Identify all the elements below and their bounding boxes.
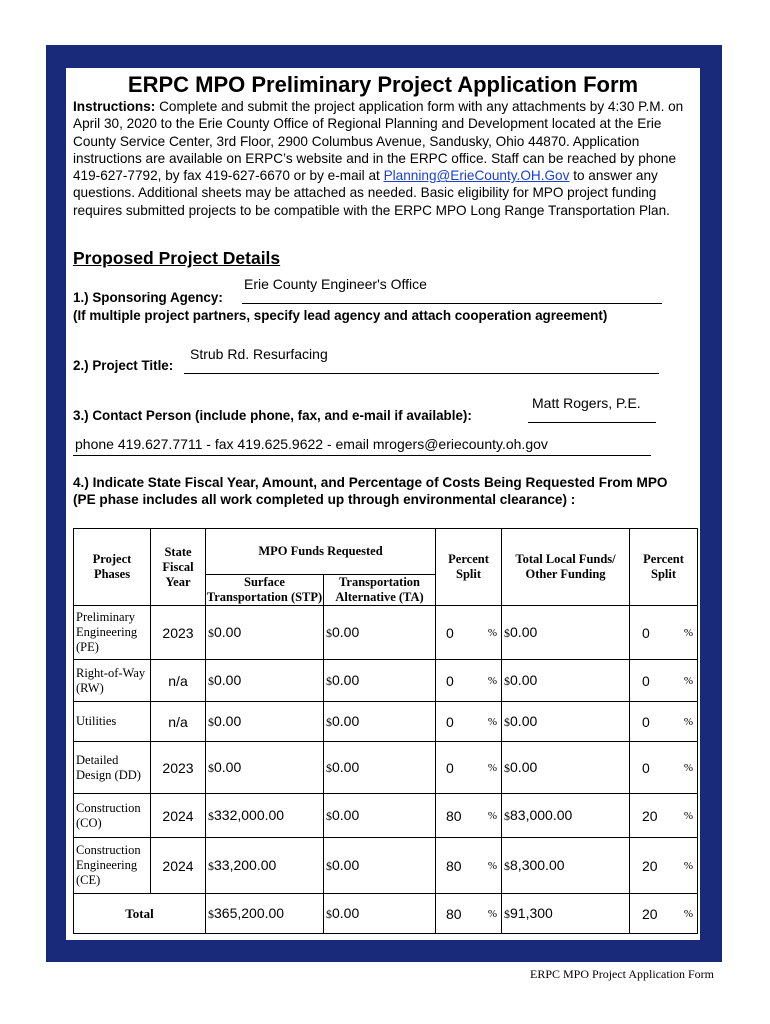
header-stp: Surface Transportation (STP) — [206, 575, 323, 604]
phase-cell: Detailed Design (DD) — [74, 742, 151, 794]
project-title-label: 2.) Project Title: — [73, 358, 174, 373]
year-cell[interactable]: 2024 — [151, 838, 206, 894]
table-row — [74, 742, 698, 794]
section-heading: Proposed Project Details — [73, 248, 281, 268]
local-cell[interactable]: $0.00 — [502, 660, 630, 702]
ta-cell[interactable]: $0.00 — [324, 838, 436, 894]
pct2-cell[interactable]: 0 % — [630, 606, 698, 660]
total-stp: $365,200.00 — [206, 894, 324, 934]
stp-cell[interactable]: $33,200.00 — [206, 838, 324, 894]
year-cell[interactable]: n/a — [151, 660, 206, 702]
stp-cell[interactable]: $0.00 — [206, 660, 324, 702]
stp-cell[interactable]: $0.00 — [206, 606, 324, 660]
stp-cell[interactable]: $332,000.00 — [206, 794, 324, 838]
year-cell[interactable]: n/a — [151, 702, 206, 742]
contact-person-label: 3.) Contact Person (include phone, fax, and e-mail if available): — [73, 408, 472, 423]
local-cell[interactable]: $8,300.00 — [502, 838, 630, 894]
phase-cell: Construction (CO) — [74, 794, 151, 838]
table-row — [74, 838, 698, 894]
header-mpo: MPO Funds Requested — [206, 529, 436, 575]
ta-cell[interactable]: $0.00 — [324, 606, 436, 660]
pct-cell[interactable]: 0 % — [436, 606, 502, 660]
instructions-label: Instructions: — [73, 99, 156, 114]
pct-cell[interactable]: 80 % — [436, 794, 502, 838]
header-percent-split-2: Percent Split — [630, 529, 698, 606]
total-ta: $0.00 — [324, 894, 436, 934]
form-page — [66, 68, 700, 940]
pct-cell[interactable]: 0 % — [436, 742, 502, 794]
total-row — [74, 894, 698, 934]
pct-cell[interactable]: 0 % — [436, 660, 502, 702]
header-local-funds: Total Local Funds/ Other Funding — [502, 529, 630, 606]
ta-cell[interactable]: $0.00 — [324, 742, 436, 794]
phase-cell: Construction Engineering (CE) — [74, 838, 151, 894]
table-row — [74, 794, 698, 838]
email-link[interactable]: Planning@ErieCounty.OH.Gov — [383, 168, 570, 184]
project-title-field[interactable] — [184, 346, 659, 374]
agency-note: (If multiple project partners, specify lead agency and attach cooperation agreement) — [73, 308, 608, 323]
sponsoring-agency-field[interactable] — [242, 276, 662, 304]
pct2-cell[interactable]: 0 % — [630, 742, 698, 794]
pct-cell[interactable]: 0 % — [436, 702, 502, 742]
instructions-text: Complete and submit the project application form with any attachments by 4:30 P.M. on April 30, 2020 to the Erie County Office of Regional Planning and Development located at the Erie County Service Center, 3rd Floor, 2900 Columbus Avenue, Sandusky, Ohio 44870. Application instructions are available on ERPC’s website and in the ERPC office. Staff can be reached by phone 419-627-7792, by fax 419-627-6670 or by e-mail at — [73, 99, 684, 184]
contact-info-value: phone 419.627.7711 - fax 419.625.9622 - email mrogers@eriecounty.oh.gov — [75, 436, 548, 452]
pct2-cell[interactable]: 0 % — [630, 660, 698, 702]
fiscal-year-question: 4.) Indicate State Fiscal Year, Amount, and Percentage of Costs Being Requested From MPO (PE phase includes all work completed up through environmental clearance) : — [73, 475, 668, 507]
year-cell[interactable]: 2023 — [151, 606, 206, 660]
phase-cell: Utilities — [74, 702, 151, 742]
header-percent-split: Percent Split — [436, 529, 502, 606]
local-cell[interactable]: $0.00 — [502, 606, 630, 660]
pct2-cell[interactable]: 0 % — [630, 702, 698, 742]
year-cell[interactable]: 2023 — [151, 742, 206, 794]
contact-person-field[interactable] — [528, 395, 656, 423]
table-row — [74, 702, 698, 742]
funding-table — [73, 528, 698, 934]
total-pct2: 20 % — [630, 894, 698, 934]
local-cell[interactable]: $0.00 — [502, 702, 630, 742]
form-title: ERPC MPO Preliminary Project Application Form — [127, 72, 639, 97]
contact-info-field[interactable] — [73, 438, 651, 456]
pct-cell[interactable]: 80 % — [436, 838, 502, 894]
instructions-text-2: to answer any questions. Additional sheets may be attached as needed. Basic eligibility for MPO project funding requires submitted projects to be compatible with the ERPC MPO Long Range Transportation Plan. — [73, 168, 670, 218]
header-ta: Transportation Alternative (TA) — [324, 575, 436, 606]
local-cell[interactable]: $0.00 — [502, 742, 630, 794]
phase-cell: Preliminary Engineering (PE) — [74, 606, 151, 660]
stp-cell[interactable]: $0.00 — [206, 702, 324, 742]
contact-person-value: Matt Rogers, P.E. — [532, 395, 641, 411]
project-title-value: Strub Rd. Resurfacing — [190, 346, 328, 362]
footer: ERPC MPO Project Application Form — [530, 967, 715, 981]
ta-cell[interactable]: $0.00 — [324, 794, 436, 838]
table-row — [74, 660, 698, 702]
sponsoring-agency-label: 1.) Sponsoring Agency: — [73, 290, 223, 305]
total-local: $91,300 — [502, 894, 630, 934]
phase-cell: Right-of-Way (RW) — [74, 660, 151, 702]
sponsoring-agency-value: Erie County Engineer's Office — [244, 276, 427, 292]
local-cell[interactable]: $83,000.00 — [502, 794, 630, 838]
header-phases: Project Phases — [74, 529, 151, 606]
table-row — [74, 606, 698, 660]
total-pct: 80 % — [436, 894, 502, 934]
ta-cell[interactable]: $0.00 — [324, 702, 436, 742]
stp-cell[interactable]: $0.00 — [206, 742, 324, 794]
total-label: Total — [74, 894, 206, 934]
ta-cell[interactable]: $0.00 — [324, 660, 436, 702]
year-cell[interactable]: 2024 — [151, 794, 206, 838]
instructions — [73, 98, 698, 219]
pct2-cell[interactable]: 20 % — [630, 838, 698, 894]
pct2-cell[interactable]: 20 % — [630, 794, 698, 838]
header-year: State Fiscal Year — [151, 529, 206, 606]
